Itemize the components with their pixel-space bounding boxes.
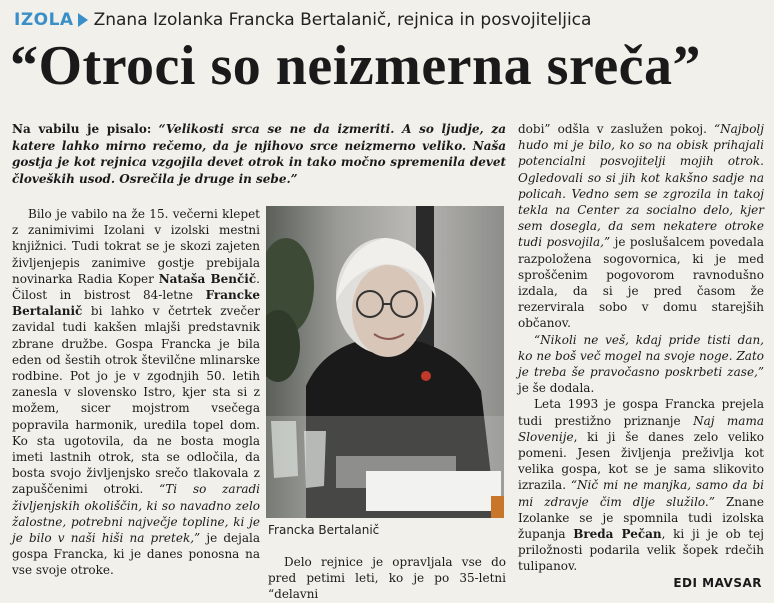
person-name: Francke Bertalanič: [12, 288, 260, 319]
quote: “Nič mi ne manjka, samo da bi mi zdravje čim dlje služilo.”: [518, 478, 764, 509]
paragraph: Leta 1993 je gospa Francka prejela tudi prestižno priznanje Naj mama Slovenije, ki ji še danes zelo veliko pomeni. Jesen življenja preživlja kot velika gospa, kot se je sama slikovito izrazila. “Nič mi ne manjka, samo da bi mi zdravje čim dlje služilo.” Znane Izolanke se je spomnila tudi izolska županja Breda Pečan, ki ji je ob tej priložnosti podarila velik šopek rdečih tulipanov.: [518, 397, 764, 574]
quote: “Najbolj hudo mi je bilo, ko so na obisk prihajali potencialni posvojitelji mojih otrok. Ogledovali so si jih kot kakšno sadje na policah. Vedno sem se zgrozila in takoj tekla na Center za socialno delo, kjer sem dosegla, da sem nekatere otroke tudi posvojila,”: [518, 122, 764, 250]
person-name: Breda Pečan: [573, 527, 662, 542]
paragraph: “Nikoli ne veš, kdaj pride tisti dan, ko ne boš več mogel na svoje noge. Zato je treba še pravočasno poskrbeti zase,” je še dodala.: [518, 332, 764, 396]
kicker-subtitle: Znana Izolanka Francka Bertalanič, rejnica in posvojiteljica: [93, 10, 592, 30]
portrait-photo: [266, 206, 504, 518]
section-tag: IZOLA: [14, 10, 74, 30]
kicker: [14, 8, 591, 32]
column-1: [12, 206, 260, 579]
portrait-illustration: [266, 206, 504, 518]
quote: “Ti so zaradi življenjskih okoliščin, ki so navadno zelo žalostne, potrebni največje topline, ki je je bilo v naši hiši na pretek,”: [12, 482, 260, 546]
headline: “Otroci so neizmerna sreča”: [10, 35, 702, 97]
column-3: [518, 121, 764, 575]
column-2-text: [268, 554, 506, 603]
paragraph: dobi” odšla v zaslužen pokoj. “Najbolj hudo mi je bilo, ko so na obisk prihajali potencialni posvojitelji mojih otrok. Ogledovali so si jih kot kakšno sadje na policah. Vedno sem se zgrozila in takoj tekla na Center za socialno delo, kjer sem dosegla, da sem nekatere otroke tudi posvojila,” je poslušalcem povedala razpoložena sogovornica, ki je med sproščenim pogovorom ravnodušno izdala, da si je pred časom že rezervirala sobo v domu starejših občanov.: [518, 122, 764, 331]
triangle-right-icon: [78, 13, 88, 27]
paragraph: Delo rejnice je opravljala vse do pred petimi leti, ko je po 35-letni “delavni: [268, 555, 506, 602]
photo-caption: Francka Bertalanič: [268, 523, 380, 537]
lead-quote: “Velikosti srca se ne da izmeriti. A so ljudje, za katere lahko mirno rečemo, da je njihovo srce neizmerno veliko. Naša gostja je kot rejnica vzgojila devet otrok in tako močno spremenila devet človeških usod. Osrečila je druge in sebe.”: [12, 122, 506, 186]
lead-label: Na vabilu je pisalo:: [12, 122, 152, 136]
quote: “Nikoli ne veš, kdaj pride tisti dan, ko ne boš več mogel na svoje noge. Zato je treba še pravočasno poskrbeti zase,”: [518, 332, 764, 380]
author-byline: EDI MAVSAR: [673, 576, 762, 590]
lead-paragraph: [12, 121, 506, 187]
paragraph: Bilo je vabilo na že 15. večerni klepet z zanimivimi Izolani v izolski mestni knjižnici. Tudi tokrat se je skozi zajeten življenjepis zanimive gostje prebijala novinarka Radia Koper Nataša Benčič. Čilost in bistrost 84-letne Francke Bertalanič bi lahko v četrtek zvečer zavidal tudi kakšen mlajši predstavnik zbrane družbe. Gospa Francka je bila eden od šestih otrok številčne mlinarske rodbine. Pot jo je v zgodnjih 50. letih zanesla v slovensko Istro, kjer sta si z možem, sicer mojstrom vsečega popravila harmonik, uredila topel dom. Ko sta ugotovila, da ne bosta mogla imeti lastnih otrok, sta se odločila, da bosta svojo življenjsko srečo tlakovala z zapuščenimi otroki. “Ti so zaradi življenjskih okoliščin, ki so navadno zelo žalostne, potrebni največje topline, ki je je bilo v naši hiši na pretek,” je dejala gospa Francka, ki je danes ponosna na vse svoje otroke.: [12, 207, 260, 578]
person-name: Nataša Benčič: [158, 271, 257, 286]
award-name: Naj mama Slovenije: [518, 413, 764, 444]
